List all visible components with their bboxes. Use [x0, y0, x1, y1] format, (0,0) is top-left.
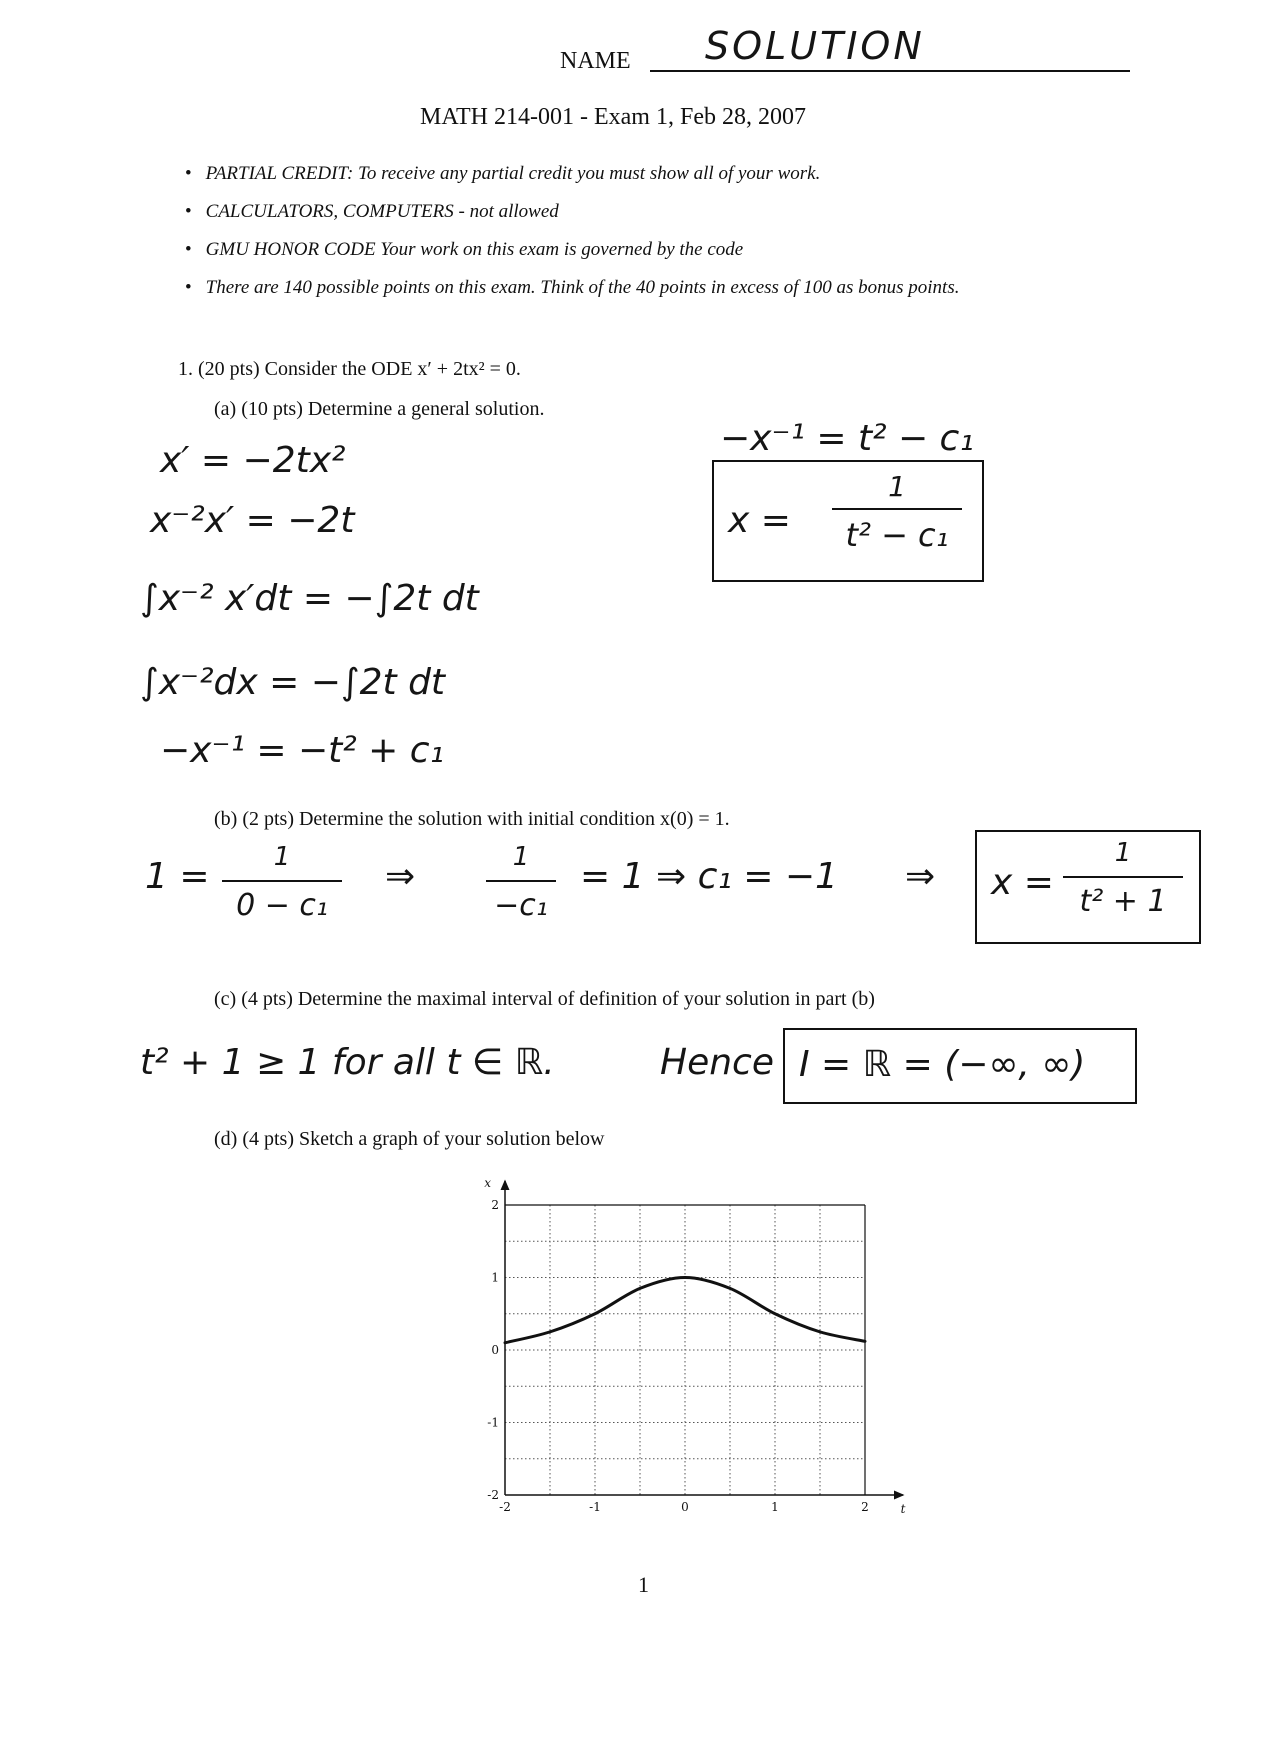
part-a-work-line-2: x⁻²x′ = −2t	[150, 500, 355, 541]
part-b-implies-arrow-2: ⇒	[905, 856, 936, 897]
part-a-prompt: (a) (10 pts) Determine a general solution.	[214, 398, 545, 420]
part-b-step2-bar	[486, 880, 556, 882]
part-a-answer-box	[712, 460, 984, 582]
part-b-implies-arrow-1: ⇒	[385, 856, 416, 897]
part-a-answer-lhs: x =	[728, 500, 791, 541]
part-b-answer-denominator: t² + 1	[1079, 884, 1167, 919]
part-c-answer-box	[783, 1028, 1137, 1104]
part-a-work-line-1: x′ = −2tx²	[160, 440, 346, 481]
x-tick-label: -1	[589, 1500, 601, 1514]
part-b-answer-lhs: x =	[991, 862, 1054, 903]
part-b-step1-lhs: 1 =	[145, 856, 210, 897]
rule-honor-code: • GMU HONOR CODE Your work on this exam is governed by the code	[185, 238, 959, 276]
rules-list	[185, 162, 959, 314]
x-tick-label: -2	[499, 1500, 511, 1514]
part-a-answer-numerator: 1	[888, 470, 906, 503]
x-tick-label: 1	[771, 1500, 779, 1514]
part-c-hence: Hence	[660, 1042, 774, 1083]
part-c-prompt: (c) (4 pts) Determine the maximal interval of definition of your solution in part (b)	[214, 988, 875, 1010]
y-tick-label: -1	[487, 1415, 499, 1430]
part-b-step1-numerator: 1	[273, 842, 291, 872]
part-b-step2-denominator: −c₁	[494, 888, 548, 923]
y-tick-label: 2	[491, 1198, 499, 1212]
rule-partial-credit: • PARTIAL CREDIT: To receive any partial credit you must show all of your work.	[185, 162, 959, 200]
name-underline	[650, 70, 1130, 72]
part-b-step2-numerator: 1	[512, 842, 530, 872]
part-c-answer: I = ℝ = (−∞, ∞)	[799, 1044, 1086, 1085]
solution-graph	[440, 1175, 910, 1575]
part-a-work-line-3: ∫x⁻² x′dt = −∫2t dt	[140, 578, 479, 619]
t-axis-label: t	[900, 1502, 906, 1516]
part-b-step2-rest: = 1 ⇒ c₁ = −1	[580, 856, 838, 897]
rule-bonus-points: • There are 140 possible points on this exam. Think of the 40 points in excess of 100 as bonus points.	[185, 276, 959, 314]
part-b-answer-box	[975, 830, 1201, 944]
part-b-answer-numerator: 1	[1114, 838, 1132, 868]
part-a-work-line-5: −x⁻¹ = −t² + c₁	[160, 730, 444, 771]
x-tick-label: 2	[861, 1500, 869, 1514]
page-number: 1	[638, 1572, 649, 1597]
y-tick-label: -2	[487, 1488, 499, 1502]
x-axis-label: x	[484, 1176, 491, 1190]
y-tick-label: 1	[491, 1270, 499, 1285]
part-c-work: t² + 1 ≥ 1 for all t ∈ ℝ.	[140, 1042, 555, 1083]
rule-calculators: • CALCULATORS, COMPUTERS - not allowed	[185, 200, 959, 238]
x-tick-label: 0	[681, 1500, 689, 1514]
problem-1-statement: 1. (20 pts) Consider the ODE x′ + 2tx² = 0.	[178, 358, 521, 380]
part-a-side-line: −x⁻¹ = t² − c₁	[720, 418, 974, 459]
name-value: SOLUTION	[705, 24, 925, 68]
part-b-prompt: (b) (2 pts) Determine the solution with initial condition x(0) = 1.	[214, 808, 730, 830]
y-tick-label: 0	[491, 1343, 499, 1357]
part-b-fraction-bar	[1063, 876, 1183, 878]
part-a-answer-denominator: t² − c₁	[845, 516, 949, 554]
part-a-work-line-4: ∫x⁻²dx = −∫2t dt	[140, 662, 446, 703]
graph-grid	[505, 1205, 865, 1495]
part-a-fraction-bar	[832, 508, 962, 510]
part-b-step1-bar	[222, 880, 342, 882]
part-d-prompt: (d) (4 pts) Sketch a graph of your solution below	[214, 1128, 605, 1150]
name-label: NAME	[560, 48, 631, 74]
part-b-step1-denominator: 0 − c₁	[236, 888, 328, 923]
exam-title: MATH 214-001 - Exam 1, Feb 28, 2007	[420, 104, 806, 130]
